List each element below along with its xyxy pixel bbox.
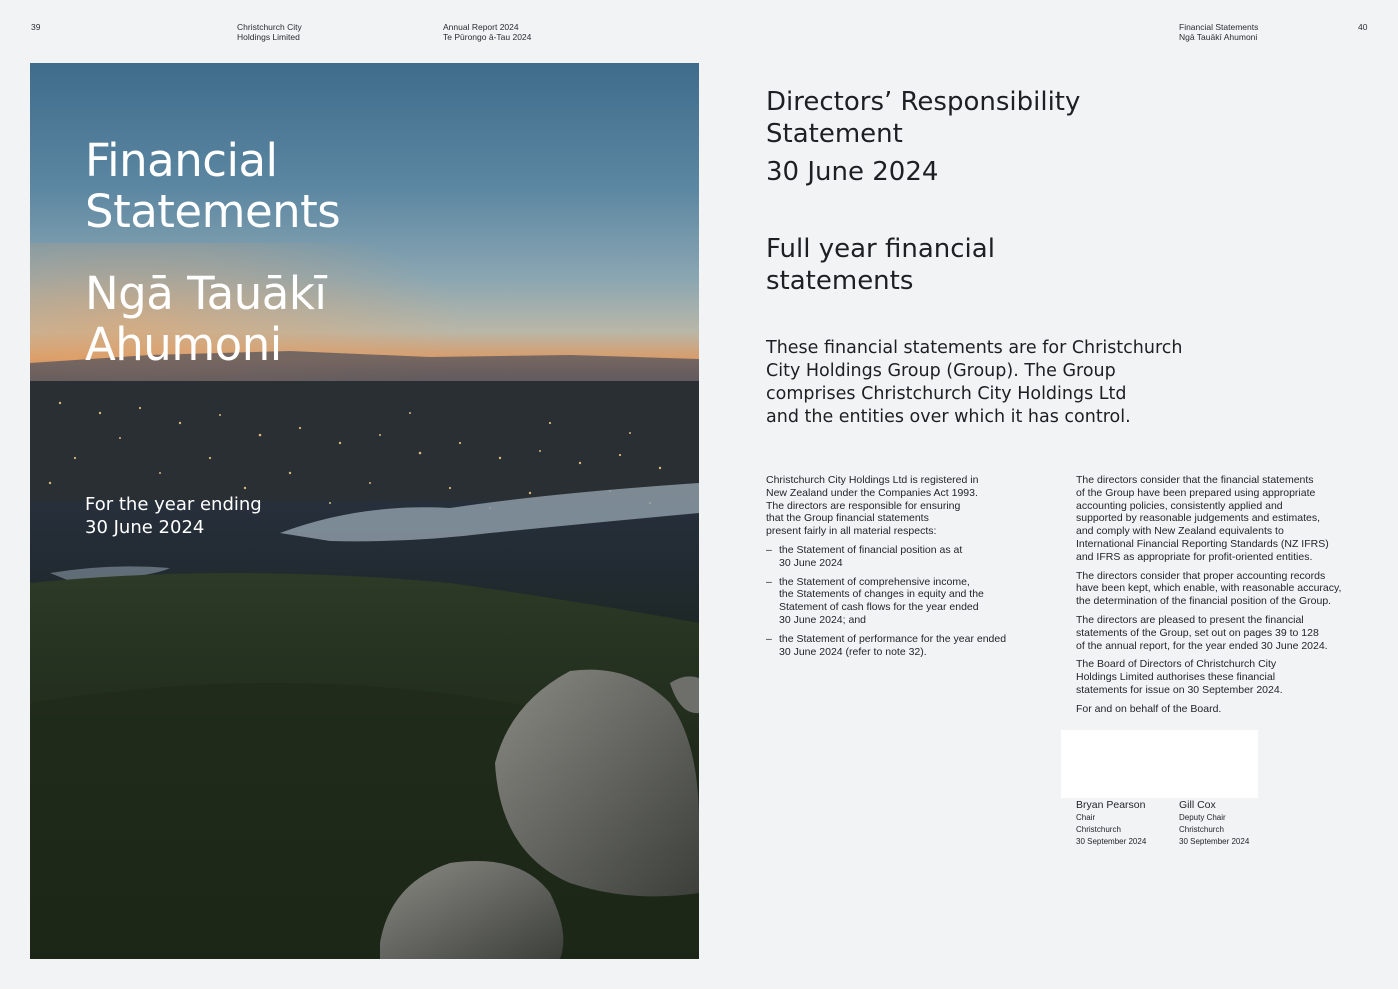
cover-title-english: Financial Statements [85, 134, 341, 238]
list-item: – the Statement of performance for the year ended 30 June 2024 (refer to note 32). [766, 632, 1007, 658]
signatory-chair: Bryan Pearson Chair Christchurch 30 September 2024 [1076, 799, 1147, 846]
page-number-left: 39 [31, 22, 41, 32]
list-item: – the Statement of financial position as at 30 June 2024 [766, 543, 963, 569]
lead-paragraph: These financial statements are for Christchurch City Holdings Group (Group). The Group comprises Christchurch City Holdings Ltd and the entities over which it has control. [766, 338, 1183, 427]
signature-area [1061, 730, 1258, 798]
cover-subtitle: For the year ending 30 June 2024 [85, 494, 262, 538]
statements-list [766, 544, 1046, 658]
list-item: – the Statement of comprehensive income, the Statements of changes in equity and the Statement of cash flows for the year ended 30 June 2024; and [766, 575, 984, 626]
paragraph-behalf: For and on behalf of the Board. [1076, 702, 1222, 715]
body-column-left [766, 474, 1046, 664]
cover-title-maori: Ngā Tauākī Ahumoni [85, 267, 327, 371]
cover-photo [30, 63, 699, 959]
signatory-deputy-chair: Gill Cox Deputy Chair Christchurch 30 September 2024 [1179, 799, 1250, 846]
body-column-right [1076, 474, 1376, 722]
intro-paragraph: Christchurch City Holdings Ltd is registered in New Zealand under the Companies Act 1993. The directors are responsible for ensuring that the Group financial statements present fairly in all material respects: [766, 474, 979, 538]
paragraph-pages: The directors are pleased to present the financial statements of the Group, set out on pages 39 to 128 of the annual report, for the year ended 30 June 2024. [1076, 613, 1328, 652]
header-section: Financial Statements Ngā Tauākī Ahumoni [1179, 22, 1259, 42]
page-number-right: 40 [1358, 22, 1368, 32]
paragraph-policies: The directors consider that the financial statements of the Group have been prepared using appropriate accounting policies, consistently applied and supported by reasonable judgements and estimates, and comply with New Zealand equivalents to International Financial Reporting Standards (NZ IFRS) and IFRS as appropriate for profit-oriented entities. [1076, 474, 1329, 563]
header-report: Annual Report 2024 Te Pūrongo ā-Tau 2024 [443, 22, 532, 42]
section-subheading: Full year financial statements [766, 234, 995, 296]
header-company: Christchurch City Holdings Limited [237, 22, 302, 42]
page-title: Directors’ Responsibility Statement 30 June 2024 [766, 87, 1081, 187]
paragraph-records: The directors consider that proper accounting records have been kept, which enable, with reasonable accuracy, the determination of the financial position of the Group. [1076, 569, 1342, 608]
page-title-date: 30 June 2024 [766, 157, 939, 187]
paragraph-authorisation: The Board of Directors of Christchurch City Holdings Limited authorises these financial statements for issue on 30 September 2024. [1076, 658, 1283, 696]
